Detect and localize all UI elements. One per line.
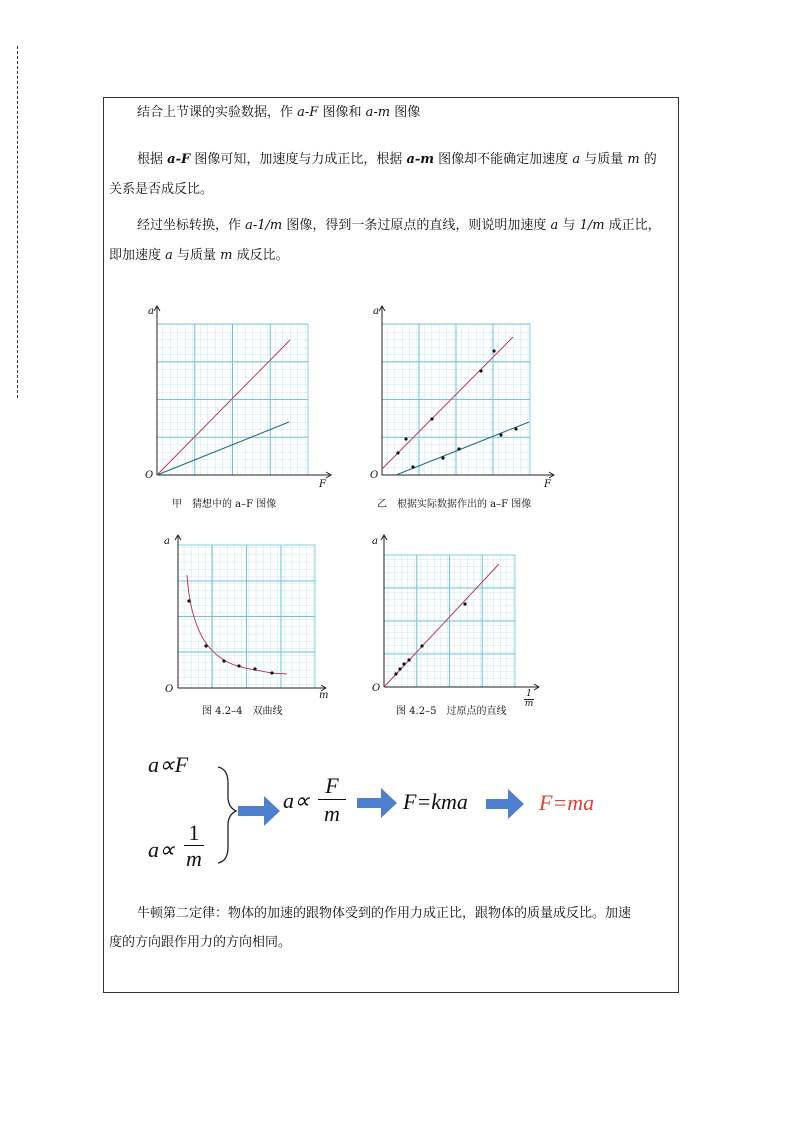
text-span: a [550,218,559,233]
figure-guess-a-F [140,302,340,512]
formula-a-prop-inv-m-prefix: a∝ [148,837,175,862]
text-span: 与 [558,218,580,233]
text-span: a-m [406,152,435,167]
data-point [407,658,410,661]
graph-a-inv-m [368,533,558,703]
binding-dashed-line [17,46,18,398]
data-point [402,662,405,665]
data-point [441,456,444,459]
x-axis-label-fraction [524,690,534,709]
text-span: 成正比， [604,218,661,233]
data-point [479,369,482,372]
text-span: 牛顿第二定律：物体的加速的跟物体受到的作用力成正比，跟物体的质量成反比。加速 [137,906,632,921]
text-span: 图像 [390,105,421,120]
text-span: 与质量 [172,248,221,263]
figure-actual-a-F [365,302,565,512]
data-point [398,667,401,670]
data-point [499,433,502,436]
data-point [411,465,414,468]
arrow-icon [238,796,280,826]
paragraph-intro [137,99,420,127]
arrow-icon [357,788,397,818]
data-point [492,349,495,352]
data-point [404,437,407,440]
text-span: 图像和 [318,105,366,120]
figure-caption: 乙 根据实际数据作出的 a–F 图像 [377,499,532,510]
origin-label: O [145,470,154,481]
formula-a-prop-F-over-m-prefix: a∝ [283,788,310,813]
formula-derivation [140,749,616,881]
formula-F-ma: F=ma [539,790,595,815]
text-span: m [220,248,233,263]
formula-a-prop-F: a∝F [148,752,189,777]
x-axis-label: F [544,479,551,490]
text-span: 图像可知，加速度与力成正比，根据 [190,152,407,167]
data-point [204,644,207,647]
text-span: 1/m [579,218,605,233]
paragraph-observation-line2 [109,176,213,204]
text-span: a-m [365,105,391,120]
x-axis-label: F [319,479,326,490]
graph-guess-a-F [140,302,340,492]
figure-hyperbola [155,533,345,723]
graph-a-m-hyperbola [155,533,345,703]
data-point [457,447,460,450]
text-span: 图像却不能确定加速度 [434,152,573,167]
data-point [463,602,466,605]
data-point [396,451,399,454]
paragraph-newton-law-line1 [137,900,631,928]
text-span: m [627,152,640,167]
origin-label: O [370,470,379,481]
x-axis-label-denominator: m [524,699,534,709]
origin-label: O [165,684,174,695]
data-point [430,417,433,420]
fraction-numerator: F [318,773,346,800]
data-point [514,427,517,430]
paragraph-transform-line1 [137,212,661,240]
figure-caption: 图 4.2–5 过原点的直线 [396,706,507,717]
figure-caption: 图 4.2–4 双曲线 [202,706,283,717]
text-span: 度的方向跟作用力的方向相同。 [109,935,292,950]
arrow-icon [486,789,524,819]
text-span: 与质量 [580,152,628,167]
paragraph-newton-law-line2 [109,929,291,957]
text-span: 根据 [137,152,168,167]
fraction-denominator: m [186,846,202,871]
data-point [253,667,256,670]
text-span: a [165,248,173,263]
brace-icon [218,767,236,863]
text-span: a-F [297,105,319,120]
x-axis-label: m [319,690,329,701]
x-axis-label-numerator: 1 [524,690,534,700]
fraction-denominator: m [324,801,340,826]
paragraph-observation-line1 [137,146,657,174]
paragraph-transform-line2 [109,242,289,270]
text-span: 的 [639,152,657,167]
text-span: 结合上节课的实验数据，作 [137,105,298,120]
text-span: a-F [167,152,191,167]
text-span: 关系是否成反比。 [109,182,214,197]
y-axis-label: a [373,306,379,317]
data-point [222,659,225,662]
data-point [270,671,273,674]
data-point [394,672,397,675]
formula-F-kma: F=kma [403,789,468,814]
text-span: 成反比。 [232,248,289,263]
text-span: 经过坐标转换，作 [137,218,246,233]
y-axis-label: a [372,536,378,547]
data-point [187,599,190,602]
data-point [420,644,423,647]
origin-label: O [372,683,381,694]
figure-caption: 甲 猜想中的 a–F 图像 [172,499,277,510]
text-span: 图像，得到一条过原点的直线，则说明加速度 [282,218,551,233]
formula-F-over-m-fraction [318,773,346,828]
fraction-numerator: 1 [184,821,204,846]
text-span: a [572,152,581,167]
data-point [237,664,240,667]
figure-origin-line [368,533,558,723]
y-axis-label: a [148,306,154,317]
text-span: 即加速度 [109,248,166,263]
y-axis-label: a [164,536,170,547]
graph-actual-a-F [365,302,565,492]
text-span: a-1/m [245,218,283,233]
